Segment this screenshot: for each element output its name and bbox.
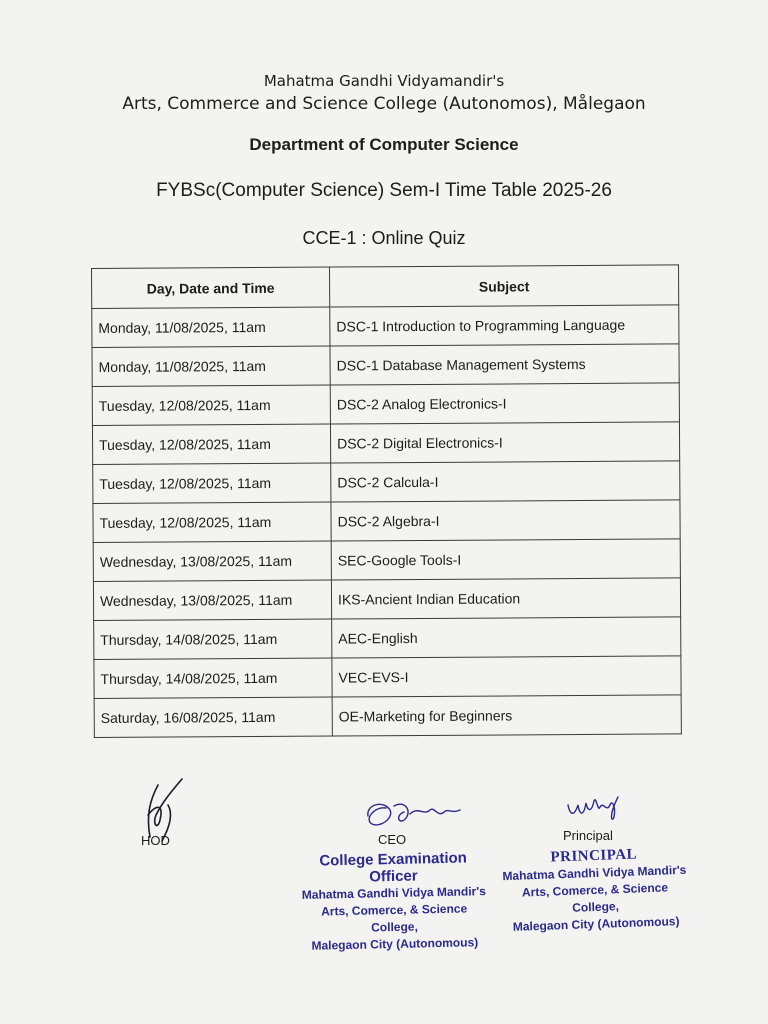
table-header-row bbox=[92, 265, 679, 309]
cell-subject: DSC-1 Introduction to Programming Language bbox=[330, 305, 679, 346]
cell-date-time: Saturday, 16/08/2025, 11am bbox=[94, 697, 332, 737]
cell-subject: DSC-1 Database Management Systems bbox=[330, 344, 679, 385]
table-row bbox=[94, 656, 681, 699]
cell-subject: DSC-2 Digital Electronics-I bbox=[330, 422, 679, 463]
cell-subject: DSC-2 Algebra-I bbox=[331, 500, 680, 541]
table-row bbox=[92, 383, 679, 426]
timetable-table bbox=[91, 264, 682, 738]
exam-name: CCE-1 : Online Quiz bbox=[302, 228, 466, 248]
cell-subject: VEC-EVS-I bbox=[332, 656, 681, 697]
cell-subject: DSC-2 Calcula-I bbox=[331, 461, 680, 502]
table-row bbox=[92, 422, 679, 465]
principal-label: Principal bbox=[563, 828, 613, 843]
cell-subject: IKS-Ancient Indian Education bbox=[331, 578, 680, 619]
column-header-subject: Subject bbox=[329, 265, 678, 307]
ceo-label: CEO bbox=[378, 832, 407, 847]
cell-subject: DSC-2 Analog Electronics-I bbox=[330, 383, 679, 424]
cell-date-time: Wednesday, 13/08/2025, 11am bbox=[93, 580, 331, 620]
principal-stamp-line: Mahatma Gandhi Vidya Mandir's bbox=[502, 862, 687, 884]
cell-date-time: Tuesday, 12/08/2025, 11am bbox=[93, 502, 331, 542]
ceo-signature bbox=[360, 796, 465, 834]
ceo-stamp-line: Malegaon City (Autonomous) bbox=[311, 935, 479, 953]
cell-subject: OE-Marketing for Beginners bbox=[332, 695, 681, 736]
hod-label: HOD bbox=[141, 833, 170, 848]
column-header-date: Day, Date and Time bbox=[92, 267, 330, 308]
cell-date-time: Wednesday, 13/08/2025, 11am bbox=[93, 541, 331, 581]
principal-stamp-line: Malegaon City (Autonomous) bbox=[512, 914, 680, 934]
table-row bbox=[94, 617, 681, 660]
table-row bbox=[93, 461, 680, 504]
department-title: Department of Computer Science bbox=[249, 135, 519, 154]
institution-name-line1: Mahatma Gandhi Vidyamandir's bbox=[263, 72, 505, 90]
cell-date-time: Thursday, 14/08/2025, 11am bbox=[94, 619, 332, 659]
table-row bbox=[92, 305, 679, 348]
table-row bbox=[94, 695, 681, 738]
cell-date-time: Tuesday, 12/08/2025, 11am bbox=[93, 463, 331, 503]
cell-date-time: Tuesday, 12/08/2025, 11am bbox=[92, 424, 330, 464]
cell-date-time: Monday, 11/08/2025, 11am bbox=[92, 307, 330, 347]
timetable-title: FYBSc(Computer Science) Sem-I Time Table 2025-26 bbox=[156, 180, 612, 201]
cell-date-time: Thursday, 14/08/2025, 11am bbox=[94, 658, 332, 698]
ceo-stamp-line: Arts, Comerce, & Science College, bbox=[321, 901, 468, 935]
principal-signature bbox=[564, 793, 622, 825]
table-row bbox=[93, 578, 680, 621]
principal-stamp-line: Arts, Comerce, & Science College, bbox=[521, 880, 669, 915]
cell-subject: SEC-Google Tools-I bbox=[331, 539, 680, 580]
cell-subject: AEC-English bbox=[332, 617, 681, 658]
table-row bbox=[93, 500, 680, 543]
principal-stamp-title: PRINCIPAL bbox=[550, 846, 638, 866]
cell-date-time: Tuesday, 12/08/2025, 11am bbox=[92, 385, 330, 425]
cell-date-time: Monday, 11/08/2025, 11am bbox=[92, 346, 330, 386]
table-row bbox=[92, 344, 679, 387]
ceo-stamp-title: College Examination Officer bbox=[319, 849, 468, 886]
ceo-stamp-line: Mahatma Gandhi Vidya Mandir's bbox=[301, 884, 486, 902]
institution-name-line2: Arts, Commerce and Science College (Autonomos), Målegaon bbox=[122, 94, 646, 114]
principal-stamp bbox=[499, 845, 692, 937]
ceo-stamp bbox=[297, 849, 491, 955]
table-row bbox=[93, 539, 680, 582]
